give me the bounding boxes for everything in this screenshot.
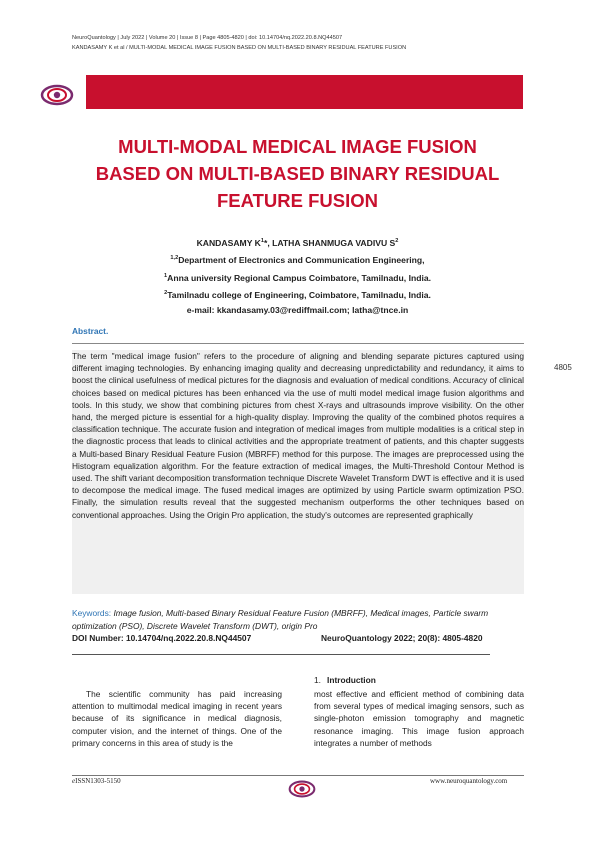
author-department: $^{1,2}$Department of Electronics and Communication Engineering, <box>170 255 425 266</box>
page-number: 4805 <box>554 363 572 372</box>
doi-number: DOI Number: 10.14704/nq.2022.20.8.NQ44507 <box>72 633 252 643</box>
doi-divider <box>72 654 490 655</box>
title-line-1: MULTI-MODAL MEDICAL IMAGE FUSION <box>118 136 477 157</box>
body-left-column: The scientific community has paid increasing attention to multimodal medical imaging in recent years because of its significance in medical diagnosis, computer vision, and the internet of things. One of the primary concerns in this area of study is the <box>72 689 282 748</box>
abstract-text: The term "medical image fusion" refers to the procedure of aligning and blending separate pictures captured using different imaging technologies. By enhancing imaging quality and decreasing unpredictability and redundancy, it aims to boost the clinical usefulness of medical pictures for the diagnosis and evaluation of medical conditions. Accuracy of clinical choices based on medical pictures has been enhanced via the use of multi model medical image fusion algorithms and tools. In this study, we show that combining pictures from chest X-rays and ultrasounds improve visibility. On the other hand, the merged picture is essential for a high-quality display. Improving the quality of the combined photos requires a classification technique. The accurate fusion and integration of medical images from multiple modalities is a critical step in the diagnostic process that leads to clinical activities and the appropriate treatment of patients, and this chapter suggests a Multi-based Binary Residual Feature Fusion (MBRFF) method for this purpose. The images are preprocessed using the Histogram equalization algorithm. For the feature extraction of medical images, the Multi-Threshold Contour Method is used. The shift variant decomposition transformation technique Discrete Wavelet Transform DWT is effective and it is used to decompose the medical image. The fused medical images are optimized by using Particle swarm optimization PSO. Finally, the simulation results reveal that the suggested mechanism outperforms the other techniques based on conventional approaches. Using the Origin Pro application, the study's outcomes are represented graphically <box>72 351 524 520</box>
author-affiliation-1: $^1$Anna university Regional Campus Coimbatore, Tamilnadu, India. <box>163 272 432 283</box>
section-title: Introduction <box>327 675 376 685</box>
body-right-column: most effective and efficient method of combining data from several types of medical imaging sensors, such as single-photon emission tomography and magnetic resonance imaging. This image fusion approach integrates a number of methods <box>314 689 524 748</box>
keywords-label: Keywords: <box>72 608 112 618</box>
author-email: e-mail: kkandasamy.03@rediffmail.com; latha@tnce.in <box>186 305 409 316</box>
author-affiliation-2: $^2$Tamilnadu college of Engineering, Coimbatore, Tamilnadu, India. <box>164 289 431 300</box>
title-line-2: BASED ON MULTI-BASED BINARY RESIDUAL <box>95 163 500 184</box>
doi-line <box>72 633 532 643</box>
header-brand-band <box>86 75 523 109</box>
title-line-3: FEATURE FUSION <box>216 190 379 211</box>
author-block <box>60 234 535 319</box>
abstract-divider <box>72 343 524 344</box>
footer-website[interactable]: www.neuroquantology.com <box>430 777 508 785</box>
keywords-text: Image fusion, Multi-based Binary Residual Feature Fusion (MBRFF), Medical images, Particle swarm optimization (PSO), Discrete Wavelet Transform (DWT), origin Pro <box>72 608 489 631</box>
footer-divider <box>72 775 524 776</box>
abstract-heading: Abstract. <box>72 326 109 336</box>
journal-citation: NeuroQuantology 2022; 20(8): 4805-4820 <box>321 633 483 643</box>
paper-title <box>60 133 535 214</box>
author-names: KANDASAMY $K^1*$, LATHA SHANMUGA VADIVU $S^2$ <box>196 237 399 248</box>
neuroquantology-logo-icon <box>40 83 74 107</box>
footer-issn: eISSN1303-5150 <box>72 777 121 785</box>
abstract-box <box>72 350 524 594</box>
footer-logo-icon <box>288 779 316 799</box>
section-number: 1. <box>314 675 321 685</box>
keywords <box>72 607 532 632</box>
running-header-title: KANDASAMY K et al / MULTI-MODAL MEDICAL IMAGE FUSION BASED ON MULTI-BASED BINARY RESIDUAL FEATURE FUSION <box>72 45 407 51</box>
running-header-citation: NeuroQuantology | July 2022 | Volume 20 | Issue 8 | Page 4805-4820 | doi: 10.14704/nq.2022.20.8.NQ44507 <box>72 35 343 41</box>
introduction-heading <box>314 675 376 685</box>
